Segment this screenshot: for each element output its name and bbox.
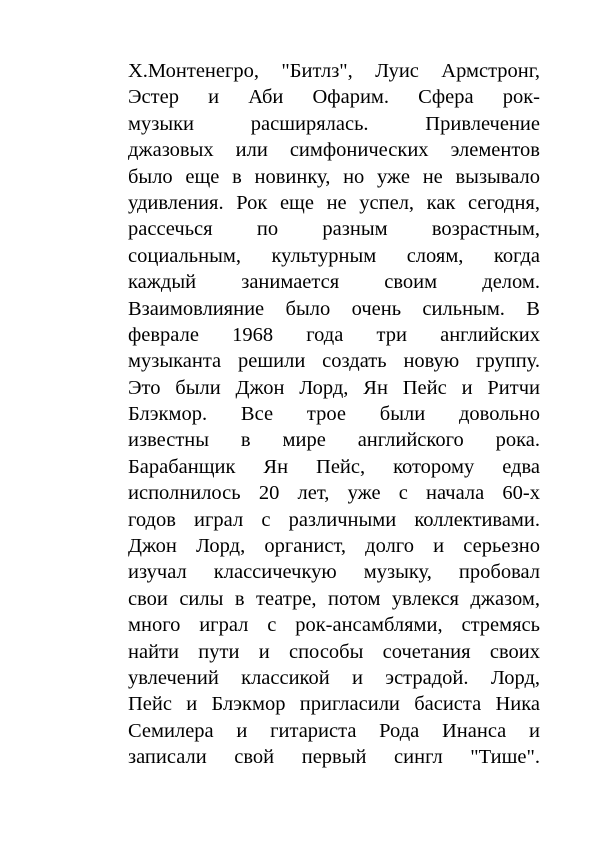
text-line: рассечься по разным возрастным, [128, 218, 540, 241]
text-line: Это были Джон Лорд, Ян Пейс и Ритчи [128, 376, 540, 399]
text-line: Эстер и Аби Офарим. Сфера рок- [128, 86, 540, 109]
text-line: известны в мире английского рока. [128, 429, 540, 452]
text-line: Пейс и Блэкмор пригласили басиста Ника [128, 693, 540, 716]
text-line: удивления. Рок еще не успел, как сегодня, [128, 191, 540, 214]
text-line: Джон Лорд, органист, долго и серьезно [128, 535, 540, 558]
text-line: феврале 1968 года три английских [128, 323, 540, 346]
body-text [128, 58, 540, 771]
text-line: изучал классичечкую музыку, пробовал [128, 561, 540, 584]
text-line: свои силы в театре, потом увлекся джазом, [128, 587, 540, 610]
text-line: Барабанщик Ян Пейс, которому едва [128, 455, 540, 478]
text-line: записали свой первый сингл "Тише". [128, 746, 540, 769]
text-line: увлечений классикой и эстрадой. Лорд, [128, 666, 540, 689]
text-line: найти пути и способы сочетания своих [128, 640, 540, 663]
text-line: Семилера и гитариста Рода Инанса и [128, 719, 540, 742]
text-line: Взаимовлияние было очень сильным. В [128, 297, 540, 320]
text-line: музыканта решили создать новую группу. [128, 350, 540, 373]
text-line: социальным, культурным слоям, когда [128, 244, 540, 267]
text-line: Блэкмор. Все трое были довольно [128, 403, 540, 426]
text-line: годов играл с различными коллективами. [128, 508, 540, 531]
text-line: исполнилось 20 лет, уже с начала 60-х [128, 482, 540, 505]
text-line: джазовых или симфонических элементов [128, 139, 540, 162]
text-line: каждый занимается своим делом. [128, 271, 540, 294]
text-line: Х.Монтенегро, "Битлз", Луис Армстронг, [128, 60, 540, 82]
text-line: музыки расширялась. Привлечение [128, 112, 540, 135]
text-line: много играл с рок-ансамблями, стремясь [128, 614, 540, 637]
text-line: было еще в новинку, но уже не вызывало [128, 165, 540, 188]
